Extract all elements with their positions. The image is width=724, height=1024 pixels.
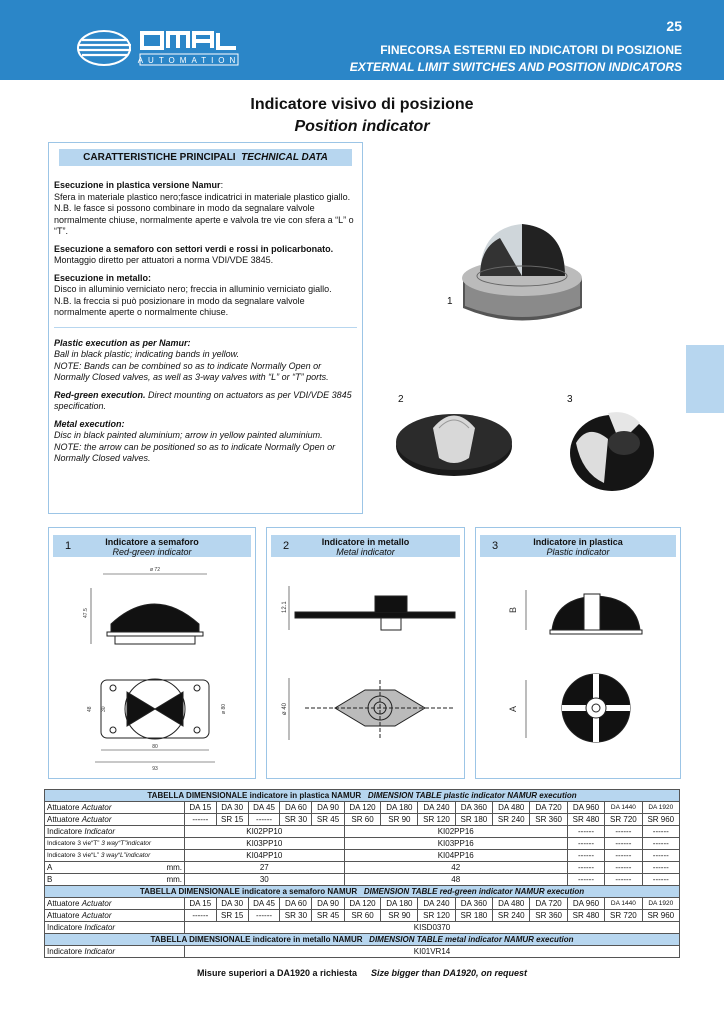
dim-b: B: [508, 606, 518, 613]
dimension-table: [44, 789, 680, 958]
section-side-tab: [686, 345, 724, 413]
technical-data-body: [49, 166, 362, 465]
divider: [54, 327, 357, 328]
dim-h: 12.1: [282, 601, 288, 613]
dimension-header-2: 2 Indicatore in metallo Metal indicator: [271, 535, 460, 557]
dim-w93: 93: [152, 766, 158, 772]
table-row-3way-t: Indicatore 3 vie“T” 3 way“T”indicator KI03PP10 KI03PP16 ------ ------ ------: [45, 838, 680, 850]
table-row-indicator-3: Indicatore Indicator KI01VR14: [45, 946, 680, 958]
table-row-b: B mm. 30 48 ------ ------ ------: [45, 874, 680, 886]
table-section-redgreen: TABELLA DIMENSIONALE indicatore a semaforo NAMUR DIMENSION TABLE red-green indicator NAMUR execution: [45, 886, 680, 898]
table-section-plastic: TABELLA DIMENSIONALE indicatore in plastica NAMUR DIMENSION TABLE plastic indicator NAMUR execution: [45, 790, 680, 802]
red-green-indicator-photo: [455, 218, 590, 333]
header-title-it: FINECORSA ESTERNI ED INDICATORI DI POSIZIONE: [380, 43, 682, 57]
technical-data-box: [48, 142, 363, 514]
table-row-da: Attuatore Actuator DA 15 DA 30 DA 45 DA 60 DA 90 DA 120 DA 180 DA 240 DA 360 DA 480 DA 720 DA 960 DA 1440 DA 1920: [45, 802, 680, 814]
metal-drawing: [275, 568, 461, 774]
page-title-it: Indicatore visivo di posizione: [250, 96, 474, 113]
photo-number-1: 1: [447, 296, 453, 307]
dimension-box-3: [475, 527, 681, 779]
header-title-en: EXTERNAL LIMIT SWITCHES AND POSITION INDICATORS: [349, 60, 682, 74]
table-row-3way-l: Indicatore 3 vie“L” 3 way“L”indicator KI04PP10 KI04PP16 ------ ------ ------: [45, 850, 680, 862]
spec-plastic-en: Plastic execution as per Namur: Ball in black plastic; indicating bands in yellow. NOTE: Bands can be combined so as to indicate Normally Open or Normally Closed valves, as well as 3-way valves with “L” or “T” ports.: [54, 337, 329, 382]
table-row-sr-2: Attuatore Actuator ------ SR 15 ------ SR 30 SR 45 SR 60 SR 90 SR 120 SR 180 SR 240 SR 360 SR 480 SR 720 SR 960: [45, 910, 680, 922]
spec-redgreen-en: Red-green execution. Direct mounting on actuators as per VDI/VDE 3845 specification.: [54, 389, 352, 411]
dim-s48: 48: [87, 706, 93, 712]
dim-s80: ø 80: [221, 703, 227, 714]
spec-metal-en: Metal execution: Disc in black painted aluminium; arrow in yellow painted aluminium. NOTE: the arrow can be positioned so as to indicate Normally Open or Normally Closed valves.: [54, 418, 336, 463]
dim-h47: 47.5: [83, 608, 89, 618]
photo-number-3: 3: [567, 394, 573, 405]
table-section-metal: TABELLA DIMENSIONALE indicatore in metallo NAMUR DIMENSION TABLE metal indicator NAMUR execution: [45, 934, 680, 946]
table-row-indicator-2: Indicatore Indicator KISD0370: [45, 922, 680, 934]
dimension-box-1: [48, 527, 256, 779]
page-title-en: Position indicator: [294, 118, 430, 135]
dimension-box-2: [266, 527, 465, 779]
table-row-a: A mm. 27 42 ------ ------ ------: [45, 862, 680, 874]
table-row-sr: Attuatore Actuator ------ SR 15 ------ SR 30 SR 45 SR 60 SR 90 SR 120 SR 180 SR 240 SR 360 SR 480 SR 720 SR 960: [45, 814, 680, 826]
footnote: Misure superiori a DA1920 a richiesta Size bigger than DA1920, on request: [196, 968, 528, 978]
omal-logo: [76, 28, 242, 72]
dim-d: ø 40: [282, 702, 288, 715]
metal-indicator-photo: [395, 398, 513, 488]
technical-data-title: CARATTERISTICHE PRINCIPALI TECHNICAL DATA: [59, 149, 352, 166]
page-number: 25: [666, 18, 682, 34]
dimension-header-3: 3 Indicatore in plastica Plastic indicator: [480, 535, 676, 557]
red-green-drawing: [61, 562, 247, 774]
dim-s30: 30: [101, 706, 107, 712]
table-row-da-2: Attuatore Actuator DA 15 DA 30 DA 45 DA 60 DA 90 DA 120 DA 180 DA 240 DA 360 DA 480 DA 720 DA 960 DA 1440 DA 1920: [45, 898, 680, 910]
dim-d72: ø 72: [149, 567, 161, 573]
spec-redgreen-it: Esecuzione a semaforo con settori verdi e rossi in policarbonato. Montaggio diretto per attuatori a norma VDI/VDE 3845.: [54, 243, 334, 265]
logo-sub-text: AUTOMATION: [137, 56, 241, 65]
dimension-header-1: 1 Indicatore a semaforo Red-green indicator: [53, 535, 251, 557]
dim-w80: 80: [152, 744, 158, 750]
spec-metal-it: Esecuzione in metallo: Disco in alluminio verniciato nero; freccia in alluminio verniciato giallo. N.B. la freccia si può posizionare in modo da segnalare valvole normalmente aperte o normalmente chiuse.: [54, 272, 332, 317]
photo-number-2: 2: [398, 394, 404, 405]
plastic-indicator-photo: [568, 403, 656, 495]
dim-a: A: [508, 705, 518, 712]
plastic-drawing: [486, 568, 672, 774]
header-bar: [0, 0, 724, 80]
spec-plastic-it: Esecuzione in plastica versione Namur: Sfera in materiale plastico nero;fasce indicatrici in materiale plastico giallo. N.B. le fasce si possono combinare in modo da segnalare valvole normalmente chiuse, normalmente aperte e valvola tre vie con sfera a “L” o “T”.: [54, 180, 354, 236]
table-row-indicator: Indicatore Indicator KI02PP10 KI02PP16 ------ ------ ------: [45, 826, 680, 838]
